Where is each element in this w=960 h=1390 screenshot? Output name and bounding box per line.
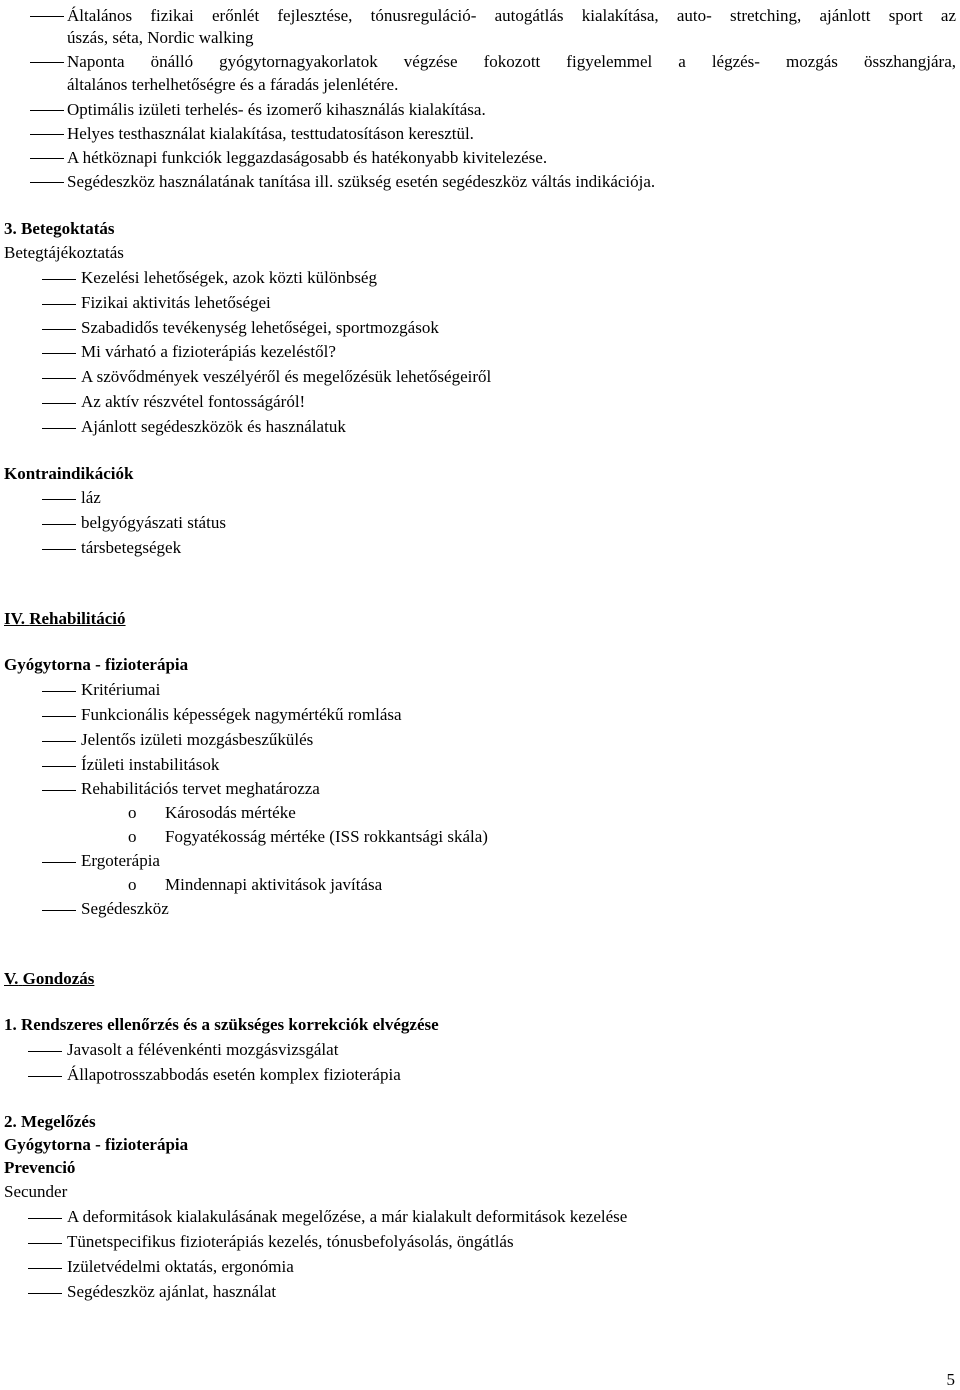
list-item: Ergoterápia bbox=[81, 851, 160, 870]
dash-bullet bbox=[28, 1243, 62, 1244]
list-item: Optimális izületi terhelés- és izomerő kihasználás kialakítása. bbox=[67, 100, 486, 119]
dash-bullet bbox=[28, 1218, 62, 1219]
dash-bullet bbox=[42, 403, 76, 404]
subheading: Prevenció bbox=[4, 1158, 76, 1177]
section-heading: 2. Megelőzés bbox=[4, 1112, 96, 1131]
sub-list-item: Fogyatékosság mértéke (ISS rokkantsági skála) bbox=[165, 827, 488, 846]
dash-bullet bbox=[42, 910, 76, 911]
page-number: 5 bbox=[946, 1370, 955, 1389]
section-heading: Kontraindikációk bbox=[4, 464, 134, 483]
list-item: Funkcionális képességek nagymértékű romlása bbox=[81, 705, 402, 724]
dash-bullet bbox=[30, 182, 64, 183]
dash-bullet bbox=[28, 1076, 62, 1077]
chapter-number: V. bbox=[4, 969, 19, 988]
list-item: Segédeszköz használatának tanítása ill. szükség esetén segédeszköz váltás indikációja. bbox=[67, 172, 656, 191]
sub-list-item: Mindennapi aktivitások javítása bbox=[165, 875, 383, 894]
section-heading: 3. Betegoktatás bbox=[4, 219, 115, 238]
dash-bullet bbox=[42, 691, 76, 692]
dash-bullet bbox=[42, 428, 76, 429]
chapter-heading bbox=[4, 609, 126, 629]
dash-bullet bbox=[42, 549, 76, 550]
sub-list-item: Károsodás mértéke bbox=[165, 803, 296, 822]
chapter-heading bbox=[4, 969, 94, 989]
list-item: A deformitások kialakulásának megelőzése, a már kialakult deformitások kezelése bbox=[67, 1207, 628, 1226]
dash-bullet bbox=[30, 110, 64, 111]
dash-bullet bbox=[30, 158, 64, 159]
subheading: Gyógytorna - fizioterápia bbox=[4, 655, 189, 674]
list-item: Szabadidős tevékenység lehetőségei, sportmozgások bbox=[81, 318, 439, 337]
list-item: Tünetspecifikus fizioterápiás kezelés, tónusbefolyásolás, öngátlás bbox=[67, 1232, 514, 1251]
subheading: Betegtájékoztatás bbox=[4, 243, 124, 262]
list-item: Helyes testhasználat kialakítása, testtudatosításon keresztül. bbox=[67, 124, 474, 143]
dash-bullet bbox=[42, 741, 76, 742]
list-item: A hétköznapi funkciók leggazdaságosabb és hatékonyabb kivitelezése. bbox=[67, 148, 548, 167]
dash-bullet bbox=[30, 16, 64, 17]
dash-bullet bbox=[42, 353, 76, 354]
circle-bullet: o bbox=[128, 827, 137, 846]
dash-bullet bbox=[42, 329, 76, 330]
dash-bullet bbox=[42, 378, 76, 379]
list-item: Általános fizikai erőnlét fejlesztése, tónusreguláció- autogátlás kialakítása, auto- stretching, ajánlott sport az bbox=[67, 6, 956, 25]
list-item: Kezelési lehetőségek, azok közti különbség bbox=[81, 268, 377, 287]
dash-bullet bbox=[42, 499, 76, 500]
subheading: Secunder bbox=[4, 1182, 68, 1201]
list-item: láz bbox=[81, 488, 101, 507]
dash-bullet bbox=[42, 766, 76, 767]
dash-bullet bbox=[28, 1293, 62, 1294]
dash-bullet bbox=[42, 279, 76, 280]
chapter-number: IV. bbox=[4, 609, 25, 628]
list-item: Az aktív részvétel fontosságáról! bbox=[81, 392, 306, 411]
dash-bullet bbox=[30, 62, 64, 63]
list-item: Segédeszköz bbox=[81, 899, 169, 918]
dash-bullet bbox=[42, 862, 76, 863]
circle-bullet: o bbox=[128, 875, 137, 894]
list-item: belgyógyászati státus bbox=[81, 513, 226, 532]
dash-bullet bbox=[28, 1268, 62, 1269]
list-item: társbetegségek bbox=[81, 538, 182, 557]
list-item: Izületvédelmi oktatás, ergonómia bbox=[67, 1257, 294, 1276]
dash-bullet bbox=[42, 790, 76, 791]
list-item: Mi várható a fizioterápiás kezeléstől? bbox=[81, 342, 336, 361]
chapter-title: Rehabilitáció bbox=[29, 609, 126, 628]
dash-bullet bbox=[30, 134, 64, 135]
list-item: Kritériumai bbox=[81, 680, 161, 699]
list-item-continuation: úszás, séta, Nordic walking bbox=[67, 28, 254, 47]
list-item: Ízületi instabilitások bbox=[81, 755, 220, 774]
circle-bullet: o bbox=[128, 803, 137, 822]
section-heading: 1. Rendszeres ellenőrzés és a szükséges korrekciók elvégzése bbox=[4, 1015, 439, 1034]
dash-bullet bbox=[42, 524, 76, 525]
list-item: Rehabilitációs tervet meghatározza bbox=[81, 779, 320, 798]
dash-bullet bbox=[42, 304, 76, 305]
list-item: Ajánlott segédeszközök és használatuk bbox=[81, 417, 346, 436]
list-item: Fizikai aktivitás lehetőségei bbox=[81, 293, 271, 312]
list-item: A szövődmények veszélyéről és megelőzésük lehetőségeiről bbox=[81, 367, 492, 386]
list-item: Állapotrosszabbodás esetén komplex fizioterápia bbox=[67, 1065, 401, 1084]
dash-bullet bbox=[28, 1051, 62, 1052]
list-item: Naponta önálló gyógytornagyakorlatok végzése fokozott figyelemmel a légzés- mozgás összhangjára, bbox=[67, 52, 956, 71]
chapter-title: Gondozás bbox=[22, 969, 95, 988]
list-item-continuation: általános terhelhetőségre és a fáradás jelenlétére. bbox=[67, 75, 399, 94]
list-item: Segédeszköz ajánlat, használat bbox=[67, 1282, 277, 1301]
list-item: Jelentős izületi mozgásbeszűkülés bbox=[81, 730, 314, 749]
dash-bullet bbox=[42, 716, 76, 717]
subheading: Gyógytorna - fizioterápia bbox=[4, 1135, 189, 1154]
list-item: Javasolt a félévenkénti mozgásvizsgálat bbox=[67, 1040, 339, 1059]
